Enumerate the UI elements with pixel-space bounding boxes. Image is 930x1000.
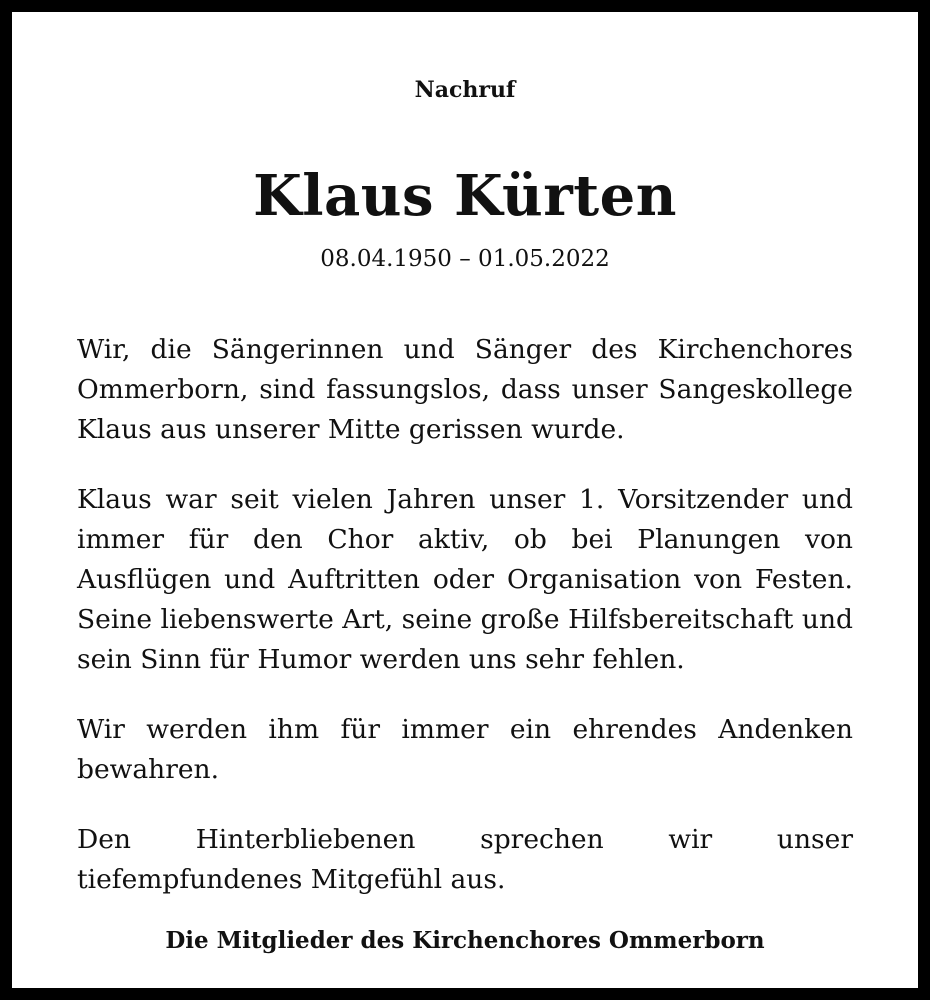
paragraph-condolence: Den Hinterbliebenen sprechen wir unser tiefempfundenes Mitgefühl aus. bbox=[77, 824, 853, 895]
signature: Die Mitglieder des Kirchenchores Ommerborn bbox=[165, 927, 765, 954]
deceased-name: Klaus Kürten bbox=[253, 163, 677, 229]
paragraph-intro: Wir, die Sängerinnen und Sänger des Kirchenchores Ommerborn, sind fassungslos, dass unser Sangeskollege Klaus aus unserer Mitte gerissen wurde. bbox=[77, 334, 853, 445]
obituary-content bbox=[77, 12, 853, 988]
life-dates: 08.04.1950 – 01.05.2022 bbox=[320, 246, 610, 272]
obituary-body bbox=[77, 330, 853, 930]
paragraph-tribute: Klaus war seit vielen Jahren unser 1. Vorsitzender und immer für den Chor aktiv, ob bei Planungen von Ausflügen und Auftritten oder Organisation von Festen. Seine liebenswerte Art, seine große Hilfsbereitschaft und sein Sinn für Humor werden uns sehr fehlen. bbox=[77, 484, 853, 675]
paragraph-remembrance: Wir werden ihm für immer ein ehrendes Andenken bewahren. bbox=[77, 714, 853, 785]
notice-heading: Nachruf bbox=[414, 77, 516, 103]
